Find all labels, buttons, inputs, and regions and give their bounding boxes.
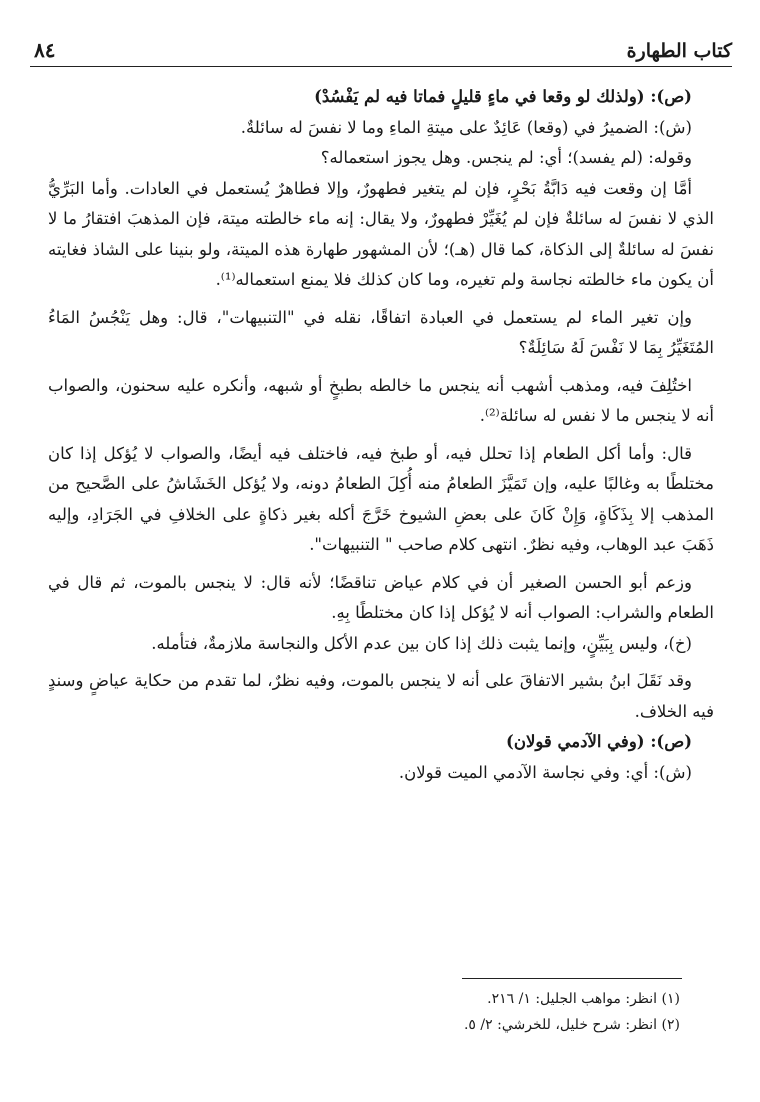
paragraph-7: وزعم أبو الحسن الصغير أن في كلام عياض تناقضًا؛ لأنه قال: لا ينجس بالموت، ثم قال في الطعام والشراب: الصواب أنه لا يُؤكل إذا كان مختلطًا بِهِ.: [48, 572, 714, 622]
footnote-separator: [462, 978, 682, 979]
footnote-2: (٢) انظر: شرح خليل، للخرشي: ٢/ ٥.: [463, 1017, 680, 1033]
main-text: [48, 82, 714, 788]
page-number: ٨٤: [34, 38, 56, 62]
paragraph-5: اختُلِفَ فيه، ومذهب أشهب أنه ينجس ما خالطه بطبخٍ أو شبهه، وأنكره عليه سحنون، والصواب أنه لا ينجس ما لا نفس له سائلة⁽²⁾.: [48, 375, 714, 425]
footnotes: [48, 986, 680, 1038]
matn-heading-2: (ص): (وفي الآدمي قولان): [506, 732, 692, 751]
paragraph-3: أمَّا إن وقعت فيه دَابَّةُ بَحْرٍ، فإن لم يتغير فطهورٌ، وإلا فطاهرٌ يُستعمل في العادات. وأما البَرِّيُّ الذي لا نفسَ له سائلةٌ فإن لم يُغَيِّرْ فطهورٌ، ولا يقال: إنه ماء خالطته ميتة، فإن المذهبَ افتقارُ ما لا نفسَ له سائلةٌ إلى الذكاة، كما قال (هـ)؛ لأن المشهور طهارة هذه الميتة، ولو بنينا على الشاذ فغايته أن يكون ماء خالطته نجاسة ولم تغيره، وما كان كذلك فلا يمنع استعماله⁽¹⁾.: [48, 178, 714, 289]
paragraph-1: (ش): الضميرُ في (وقعا) عَائِدٌ على ميتةِ الماءِ وما لا نفسَ له سائلةٌ.: [240, 117, 692, 137]
footnote-1: (١) انظر: مواهب الجليل: ١/ ٢١٦.: [487, 991, 680, 1007]
paragraph-6: قال: وأما أكل الطعام إذا تحلل فيه، أو طبخ فيه، فاختلف فيه أيضًا، والصواب لا يُؤكل إذا كان مختلطًا به وغالبًا عليه، وإن تَمَيَّزَ الطعامُ منه أُكِلَ الطعامُ دونه، ولا يُؤكل الخَشَاشُ على الصَّحيح من المذهب إلا بِذَكَاةٍ، وَإِنْ كَانَ على بعضِ الشيوخ خَرَّجَ أكله بغير ذكاةٍ على الخلافِ في الجَرَادِ، وإليه ذَهَبَ عبد الوهاب، وفيه نظرٌ. انتهى كلام صاحب " التنبيهات".: [48, 443, 714, 554]
running-header: [30, 30, 732, 67]
paragraph-9: وقد نَقَلَ ابنُ بشير الاتفاقَ على أنه لا ينجس بالموت، وفيه نظرٌ، لما تقدم من حكاية عياضٍ وسندٍ فيه الخلاف.: [48, 671, 714, 721]
book-title: كتاب الطهارة: [626, 40, 732, 62]
paragraph-8: (خ)، وليس بِبَيِّنٍ، وإنما يثبت ذلك إذا كان بين عدم الأكل والنجاسة ملازمةٌ، فتأمله.: [151, 633, 692, 653]
paragraph-4: وإن تغير الماء لم يستعمل في العبادة اتفاقًا، نقله في "التنبيهات"، قال: وهل يَنْجُسُ المَاءُ المُتَغَيِّرُ بِمَا لا نَفْسَ لَهُ سَائِلَةٌ؟: [48, 307, 714, 357]
paragraph-2: وقوله: (لم يفسد)؛ أي: لم ينجس. وهل يجوز استعماله؟: [320, 148, 692, 167]
paragraph-11: (ش): أي: وفي نجاسة الآدمي الميت قولان.: [398, 762, 692, 782]
matn-heading-1: (ص): (ولذلك لو وقعا في ماءٍ قليلٍ فماتا فيه لم يَفْسُدْ): [314, 87, 692, 106]
